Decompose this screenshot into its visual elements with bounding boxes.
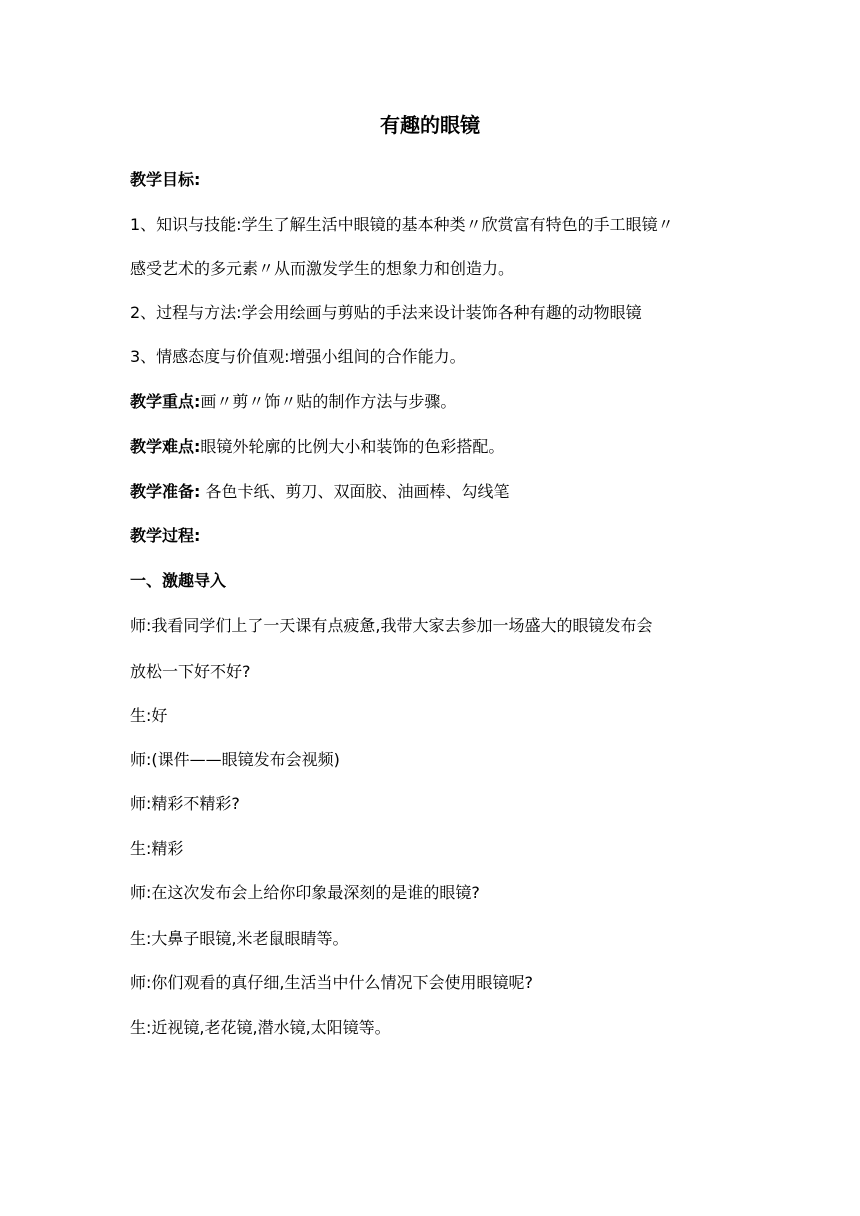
objective-1-line-1: 1、知识与技能:学生了解生活中眼镜的基本种类〃欣赏富有特色的手工眼镜〃 bbox=[130, 215, 674, 234]
objective-3: 3、情感态度与价值观:增强小组间的合作能力。 bbox=[130, 347, 466, 366]
preparation-paragraph bbox=[130, 480, 750, 504]
difficulty-paragraph bbox=[130, 435, 750, 459]
section-1-heading: 一、激趣导入 bbox=[130, 571, 227, 590]
dialogue-line: 师:你们观看的真仔细,生活当中什么情况下会使用眼镜呢? bbox=[130, 973, 533, 992]
objectives-heading: 教学目标: bbox=[130, 170, 201, 189]
key-point-text: 画〃剪〃饰〃贴的制作方法与步骤。 bbox=[200, 392, 457, 411]
dialogue-line: 师:(课件——眼镜发布会视频) bbox=[130, 750, 340, 769]
objective-1-line-2: 感受艺术的多元素〃从而激发学生的想象力和创造力。 bbox=[130, 259, 515, 278]
dialogue-line: 放松一下好不好? bbox=[130, 662, 251, 681]
dialogue-line: 生:大鼻子眼镜,米老鼠眼睛等。 bbox=[130, 929, 349, 948]
key-point-paragraph bbox=[130, 390, 750, 414]
key-point-label: 教学重点: bbox=[130, 392, 201, 411]
preparation-text: 各色卡纸、剪刀、双面胶、油画棒、勾线笔 bbox=[200, 482, 510, 501]
preparation-label: 教学准备: bbox=[130, 482, 201, 501]
dialogue-line: 生:近视镜,老花镜,潜水镜,太阳镜等。 bbox=[130, 1018, 391, 1037]
dialogue-line: 师:在这次发布会上给你印象最深刻的是谁的眼镜? bbox=[130, 883, 480, 902]
document-title: 有趣的眼镜 bbox=[380, 113, 480, 137]
process-heading: 教学过程: bbox=[130, 526, 201, 545]
difficulty-text: 眼镜外轮廓的比例大小和装饰的色彩搭配。 bbox=[200, 437, 505, 456]
dialogue-line: 师:精彩不精彩? bbox=[130, 794, 240, 813]
dialogue-line: 生:好 bbox=[130, 706, 168, 725]
difficulty-label: 教学难点: bbox=[130, 437, 201, 456]
objective-2: 2、过程与方法:学会用绘画与剪贴的手法来设计装饰各种有趣的动物眼镜 bbox=[130, 303, 642, 322]
dialogue-line: 师:我看同学们上了一天课有点疲惫,我带大家去参加一场盛大的眼镜发布会 bbox=[130, 616, 653, 635]
dialogue-line: 生:精彩 bbox=[130, 839, 184, 858]
